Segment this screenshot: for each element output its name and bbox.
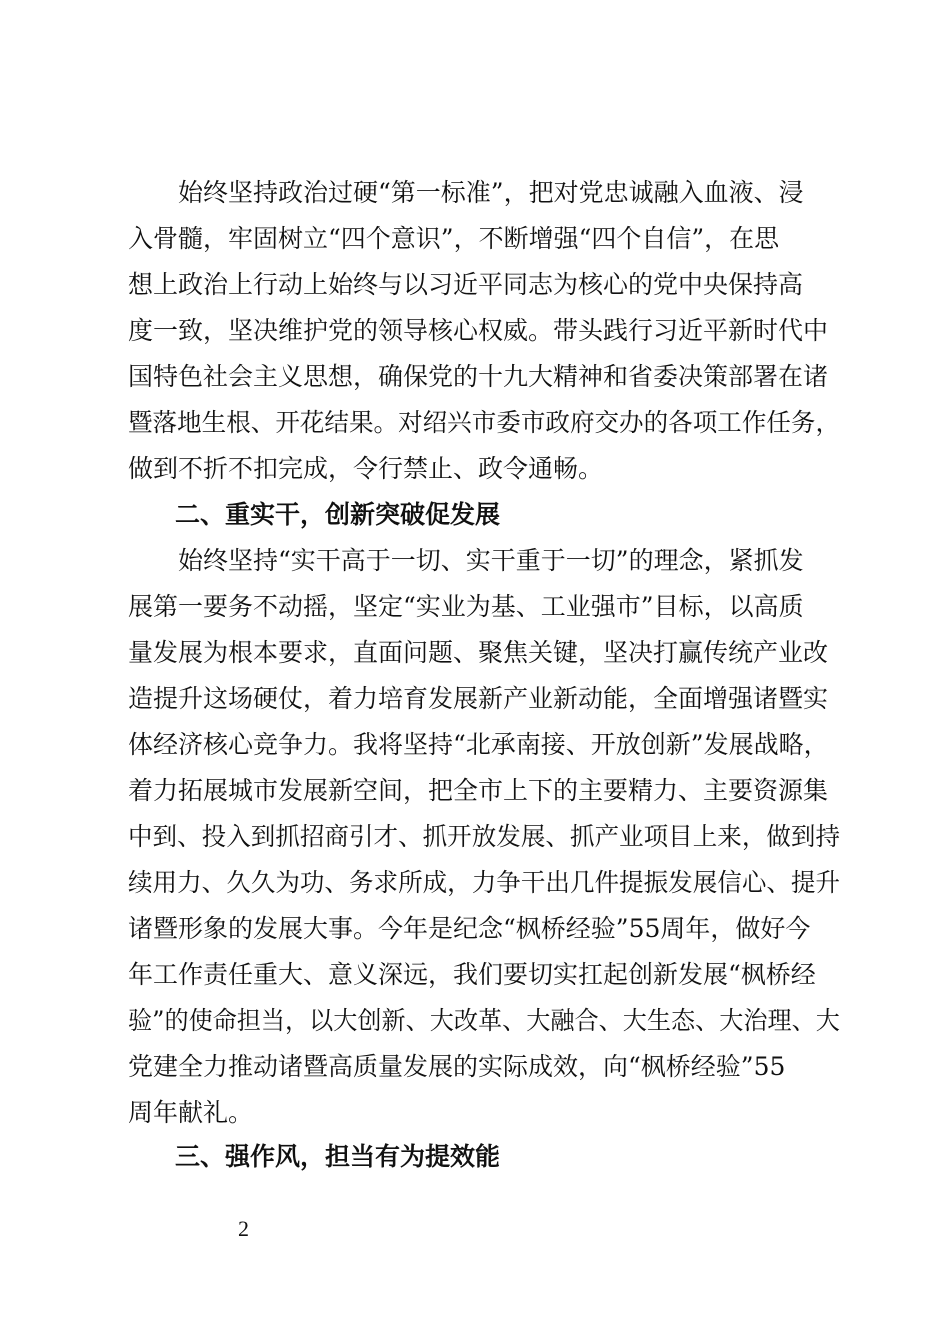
paragraph-line: 续用力、久久为功、务求所成，力争干出几件提振发展信心、提升 <box>128 868 841 897</box>
paragraph-line: 体经济核心竞争力。我将坚持“北承南接、开放创新”发展战略， <box>128 730 829 759</box>
paragraph-line: 国特色社会主义思想，确保党的十九大精神和省委决策部署在诸 <box>128 362 829 391</box>
paragraph-line: 始终坚持“实干高于一切、实干重于一切”的理念，紧抓发 <box>128 546 804 575</box>
paragraph-line: 年工作责任重大、意义深远，我们要切实扛起创新发展“枫桥经 <box>128 960 816 989</box>
paragraph-line: 着力拓展城市发展新空间，把全市上下的主要精力、主要资源集 <box>128 776 829 805</box>
paragraph-line: 中到、投入到抓招商引才、抓开放发展、抓产业项目上来，做到持 <box>128 822 841 851</box>
paragraph-line: 量发展为根本要求，直面问题、聚焦关键，坚决打赢传统产业改 <box>128 638 829 667</box>
paragraph-line: 暨落地生根、开花结果。对绍兴市委市政府交办的各项工作任务， <box>128 408 841 437</box>
paragraph-line: 始终坚持政治过硬“第一标准”，把对党忠诚融入血液、浸 <box>128 178 804 207</box>
paragraph-line: 做到不折不扣完成，令行禁止、政令通畅。 <box>128 454 604 483</box>
page-number: 2 <box>238 1216 249 1241</box>
paragraph-line: 度一致，坚决维护党的领导核心权威。带头践行习近平新时代中 <box>128 316 829 345</box>
paragraph-line: 党建全力推动诸暨高质量发展的实际成效，向“枫桥经验”55 <box>128 1052 786 1081</box>
section-heading-2: 二、重实干，创新突破促发展 <box>175 500 501 529</box>
paragraph-line: 造提升这场硬仗，着力培育发展新产业新动能，全面增强诸暨实 <box>128 684 829 713</box>
paragraph-line: 周年献礼。 <box>128 1098 254 1127</box>
paragraph-line: 展第一要务不动摇，坚定“实业为基、工业强市”目标，以高质 <box>128 592 804 621</box>
paragraph-line: 诸暨形象的发展大事。今年是纪念“枫桥经验”55周年，做好今 <box>128 914 811 943</box>
paragraph-line: 想上政治上行动上始终与以习近平同志为核心的党中央保持高 <box>128 270 804 299</box>
paragraph-line: 入骨髓，牢固树立“四个意识”，不断增强“四个自信”，在思 <box>128 224 780 253</box>
section-heading-3: 三、强作风，担当有为提效能 <box>175 1142 501 1171</box>
paragraph-line: 验”的使命担当，以大创新、大改革、大融合、大生态、大治理、大 <box>128 1006 840 1035</box>
